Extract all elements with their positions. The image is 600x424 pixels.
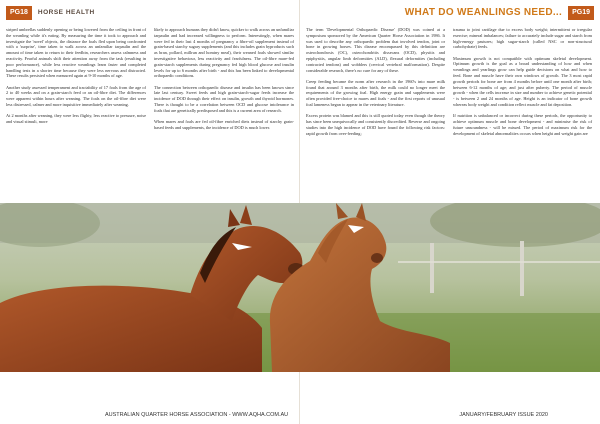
section-label: HORSE HEALTH xyxy=(37,9,95,16)
paragraph: When mares and foals are fed oil-fibre enriched diets instead of starchy grain-based feeds and supplements, the incidence of DOD is much lower. xyxy=(154,119,294,130)
paragraph: The connection between orthopaedic disease and insulin has been known since late last century. Sweet feeds and high grain-starch-sugar feeds increase the incidence of DOD through their effect on insulin, growth and thyroid hormones. There is thought to be a correlation between OCD and glucose intolerance in foals that are genetically predisposed and this is a current area of research. xyxy=(154,84,294,113)
paragraph: Maximum growth is not compatible with optimum skeletal development. Optimum growth is the goal as a broad understanding of how and when weanlings and yearlings grow can help guide decisions on what and how to feed. Bone and muscle have their own windows of growth. The 3 most rapid growth periods for bone are from 4 months before until one month after birth; between 6-12 months of age; and just after puberty. The period of muscle growth - when the cells increase in size and number to achieve genetic potential - is between 2 and 24 months of age. Height is an indicator of bone growth whereas body weight and condition reflect muscle and fat deposition. xyxy=(453,55,592,108)
paragraph: Creep feeding became the norm after research in the 1960's into mare milk found that around 3 months after birth, the milk could no longer meet the requirements of the growing foal. High energy grain and supplements were often provided free-choice to mares and foals - and the first reports of unusual foal lameness began to appear in the veterinary literature. xyxy=(306,78,445,108)
right-column-1 xyxy=(306,27,445,142)
paragraph: If nutrition is unbalanced or incorrect during these periods, the opportunity to achieve optimum muscle and bone development - and minimise the risk of future unsoundness - will be missed. The period of maximum risk for the development of skeletal abnormalities occurs when height and weight gain are xyxy=(453,113,592,136)
right-columns xyxy=(306,27,592,142)
left-column-2 xyxy=(154,27,294,136)
left-columns xyxy=(6,27,294,136)
foals-photo xyxy=(0,203,600,372)
left-column-1 xyxy=(6,27,146,136)
left-header xyxy=(6,6,95,20)
right-column-2 xyxy=(453,27,592,142)
paragraph: The term 'Developmental Orthopaedic Disease' (DOD) was coined at a symposium sponsored by the American Quarter Horse Association in 1986. It was used to describe any orthopaedic problem that involved tendon, joint or bone in growing horses. This disease encompassed by this definition are osteochondrosis (OC), osteochondritis dissecans (OCD), physitis and epiphysitis, angular limb deformities (ALD), flexural deformities (including contracted tendons) and wobblers (cervical vertebral malformation). Despite considerable research, there's no cure for any of these. xyxy=(306,27,445,73)
paragraph: trauma to joint cartilage due to excess body weight; intermittent or irregular exercise; mineral imbalances; failure to accurately include sugar and starch from high-energy pastures; high sugar-starch (called NSC or non-structural carbohydrate) feeds. xyxy=(453,27,592,50)
headline: WHAT DO WEANLINGS NEED... xyxy=(404,7,563,18)
left-footer: AUSTRALIAN QUARTER HORSE ASSOCIATION - WWW.AQHA.COM.AU xyxy=(105,412,289,418)
right-footer: JANUARY/FEBRUARY ISSUE 2020 xyxy=(459,412,548,418)
paragraph: Another study assessed temperament and tractability of 17 foals from the age of 2 to 40 weeks and on a grain-starch feed or an oil-fibre diet. The differences were apparent within hours after weaning. The foals on the oil-fibre diet were less distressed, calmer and more inquisitive immediately after weaning. xyxy=(6,84,146,108)
paragraph: striped umbrellas suddenly opening or being lowered from the ceiling in front of the weanling while it's eating. By measuring the time it took to approach and investigate the 'novel' objects, the distance the foals fled upon being confronted with a 'surprise', time taken to walk across an unfamiliar tarpaulin and the amount of time taken to return to their feedbin, researchers assess calmness and reactivity. Fearful animals shift their attention away from the task (resulting in poor performance), while less reactive weanlings learn faster and completed handling tests in a shorter time because they were less nervous and distracted. These results persisted when measured again at 9-10 months of age. xyxy=(6,27,146,79)
page-number-right: PG19 xyxy=(568,6,594,20)
foals-illustration xyxy=(0,203,600,372)
paragraph: At 2 months after weaning, they were less flighty, less reactive to pressure, noise and visual stimuli, more xyxy=(6,113,146,125)
page-number-left: PG18 xyxy=(6,6,32,20)
paragraph: likely to approach humans they didn't know, quicker to walk across an unfamiliar tarpaulin and had increased willingness to perform. Interestingly, when mares were fed in their last 4 months of pregnancy a fibre-oil supplement instead of grain-based starchy sugary supplements (and this includes grain byproducts such as bran, pollard, millrun and hominy meal), their weaned foals showed similar investigative behaviour, less reactivity and fearfulness. The oil-fibre mare-fed grain-starch supplements during pregnancy fed high blood glucose and insulin levels for up to 6 months after birth - and this has been linked to developmental orthopaedic conditions. xyxy=(154,27,294,79)
right-header xyxy=(405,6,594,20)
paragraph: Excess protein was blamed and this is still quoted today even though the theory has since been unequivocally and consistently discredited. Reverse and ongoing studies into the high incidence of DOD have found the following risk factors: rapid growth from over-feeding; xyxy=(306,113,445,136)
